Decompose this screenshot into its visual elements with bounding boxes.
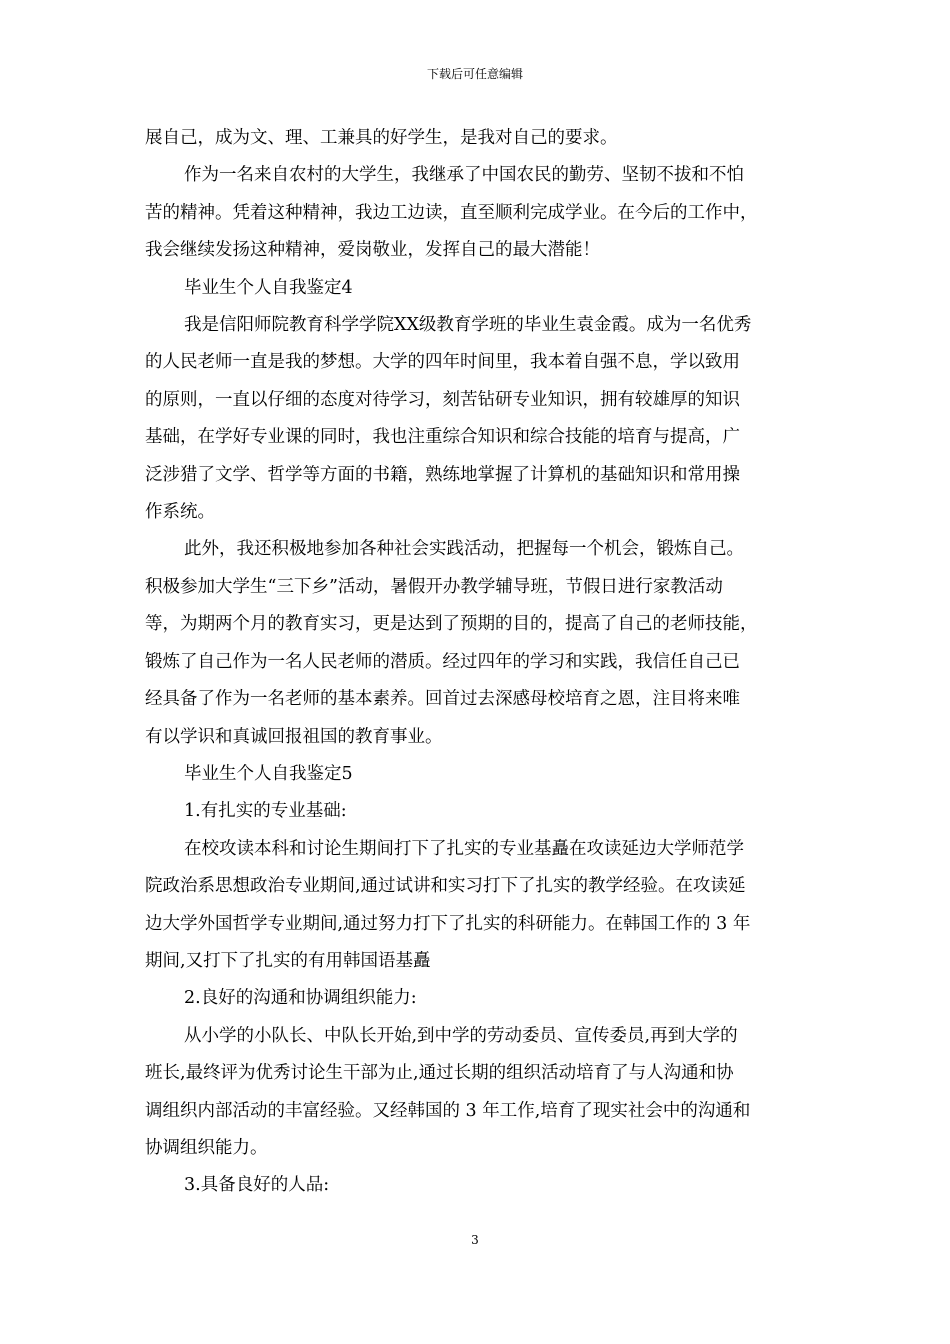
text-line: 院政治系思想政治专业期间,通过试讲和实习打下了扎实的教学经验。在攻读延 [145,876,746,897]
text-line: 毕业生个人自我鉴定5 [184,763,353,784]
text-line: 此外，我还积极地参加各种社会实践活动，把握每一个机会，锻炼自己。 [184,539,744,560]
text-line: 在校攻读本科和讨论生期间打下了扎实的专业基矗在攻读延边大学师范学 [184,838,744,859]
text-line: 基础，在学好专业课的同时，我也注重综合知识和综合技能的培育与提高，广 [145,427,740,448]
text-line: 积极参加大学生“三下乡”活动，暑假开办教学辅导班，节假日进行家教活动 [145,576,723,597]
text-line: 边大学外国哲学专业期间,通过努力打下了扎实的科研能力。在韩国工作的 3 年 [145,913,751,934]
text-line: 苦的精神。凭着这种精神，我边工边读，直至顺利完成学业。在今后的工作中， [145,202,758,223]
text-line: 协调组织能力。 [145,1137,268,1158]
text-line: 从小学的小队长、中队长开始,到中学的劳动委员、宣传委员,再到大学的 [184,1025,738,1046]
text-line: 作为一名来自农村的大学生，我继承了中国农民的勤劳、坚韧不拔和不怕 [184,165,744,186]
text-line: 调组织内部活动的丰富经验。又经韩国的 3 年工作,培育了现实社会中的沟通和 [145,1100,751,1121]
page-header: 下载后可任意编辑 [426,67,523,81]
text-line: 的人民老师一直是我的梦想。大学的四年时间里，我本着自强不息，学以致用 [145,352,740,373]
text-line: 我会继续发扬这种精神，爱岗敬业，发挥自己的最大潜能！ [145,240,600,261]
text-line: 毕业生个人自我鉴定4 [184,277,353,298]
text-line: 锻炼了自己作为一名人民老师的潜质。经过四年的学习和实践，我信任自己已 [145,651,740,672]
document-body [145,120,807,1205]
text-line: 经具备了作为一名老师的基本素养。回首过去深感母校培育之恩，注目将来唯 [145,689,740,710]
text-line: 3.具备良好的人品: [184,1175,330,1196]
text-line: 我是信阳师院教育科学学院XX级教育学班的毕业生袁金霞。成为一名优秀 [184,315,752,336]
text-line: 泛涉猎了文学、哲学等方面的书籍，熟练地掌握了计算机的基础知识和常用操 [145,464,740,485]
text-line: 的原则，一直以仔细的态度对待学习，刻苦钻研专业知识，拥有较雄厚的知识 [145,389,740,410]
text-line: 期间,又打下了扎实的有用韩国语基矗 [145,950,431,971]
text-line: 等，为期两个月的教育实习，更是达到了预期的目的，提高了自己的老师技能， [145,614,758,635]
page-number: 3 [471,1233,479,1247]
text-line: 1.有扎实的专业基础: [184,801,347,822]
text-line: 有以学识和真诚回报祖国的教育事业。 [145,726,443,747]
text-line: 2.良好的沟通和协调组织能力: [184,988,417,1009]
text-line: 班长,最终评为优秀讨论生干部为止,通过长期的组织活动培育了与人沟通和协 [145,1063,734,1084]
text-line: 作系统。 [145,502,215,523]
text-line: 展自己，成为文、理、工兼具的好学生，是我对自己的要求。 [145,128,618,148]
